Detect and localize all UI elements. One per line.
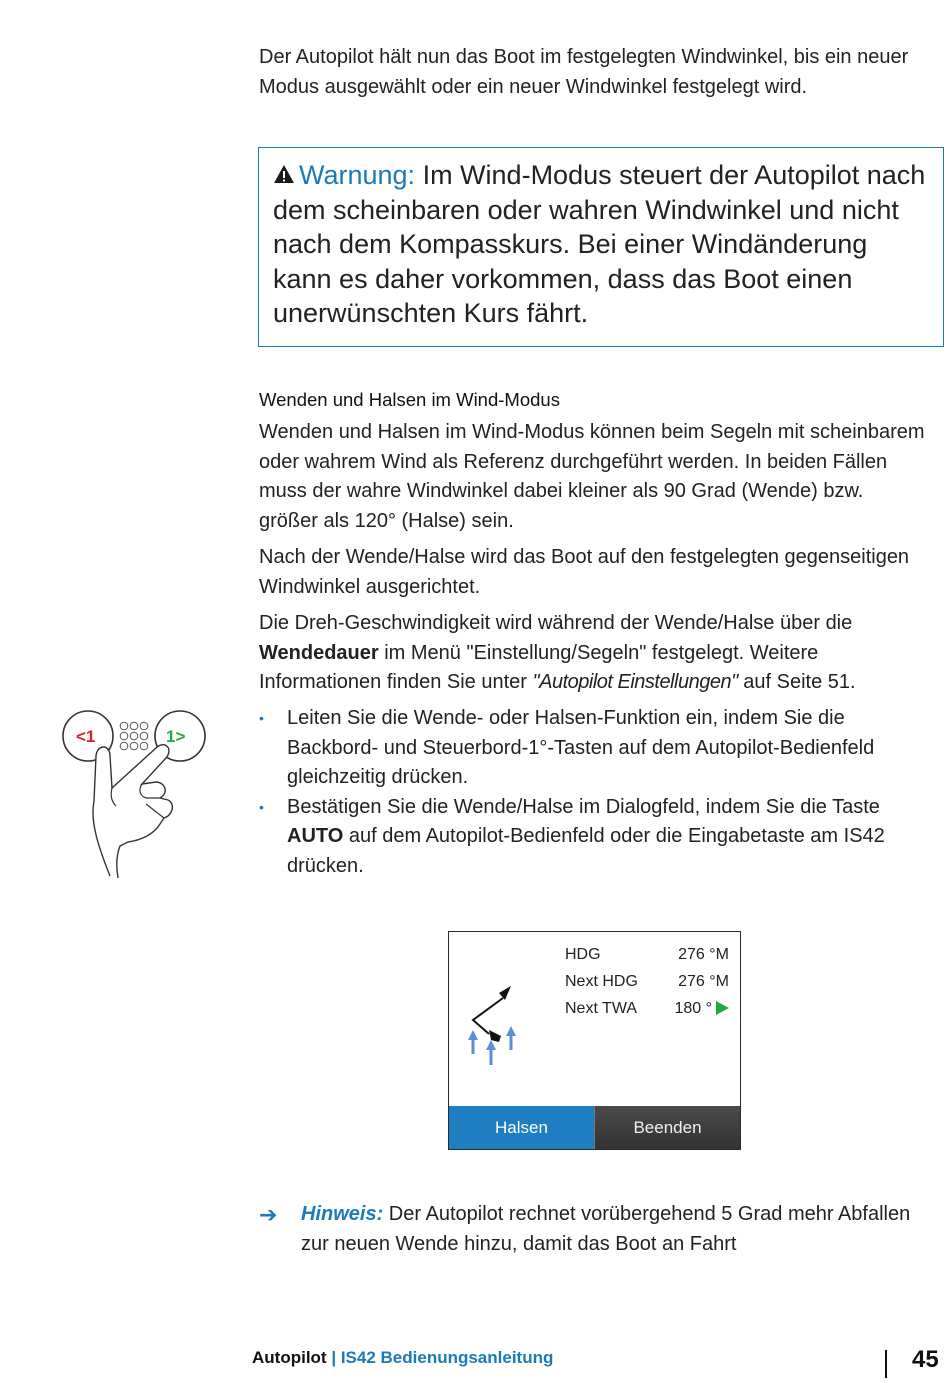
intro-paragraph: Der Autopilot hält nun das Boot im festgelegten Windwinkel, bis ein neuer Modus ausgewählt oder ein neuer Windwinkel festgelegt wird. bbox=[259, 46, 909, 98]
row-label: HDG bbox=[565, 946, 601, 963]
footer-section: Autopilot bbox=[252, 1348, 327, 1367]
bullet-1-text: Leiten Sie die Wende- oder Halsen-Funktion ein, indem Sie die Backbord- und Steuerbord-1°-Tasten auf dem Autopilot-Bedienfeld gleichzeitig drücken. bbox=[287, 707, 875, 788]
section-paragraph-1: Wenden und Halsen im Wind-Modus können beim Segeln mit scheinbarem oder wahrem Wind als Referenz durchgeführt werden. In beiden Fällen muss der wahre Windwinkel dabei kleiner als 90 Grad (Wende) bzw. größer als 120° (Halse) sein. bbox=[259, 421, 925, 532]
note-block bbox=[259, 1200, 927, 1259]
keypad-hand-illustration bbox=[60, 706, 210, 878]
note-label: Hinweis: bbox=[301, 1203, 384, 1225]
warning-label: Warnung: bbox=[299, 160, 416, 190]
heading-info-table bbox=[565, 942, 729, 1023]
list-item: • Bestätigen Sie die Wende/Halse im Dialogfeld, indem Sie die Taste AUTO auf dem Autopilot-Bedienfeld oder die Eingabetaste am IS42 drücken. bbox=[259, 795, 885, 877]
arrow-right-icon: ➔ bbox=[259, 1202, 278, 1227]
dialog-buttons bbox=[449, 1106, 740, 1149]
table-row bbox=[565, 996, 729, 1023]
section-paragraph-3 bbox=[259, 609, 927, 698]
p3-text-c: auf Seite 51. bbox=[737, 671, 856, 693]
bullet-2-text-b: auf dem Autopilot-Bedienfeld oder die Eingabetaste am IS42 drücken. bbox=[287, 825, 885, 877]
section-paragraph-2: Nach der Wende/Halse wird das Boot auf den festgelegten gegenseitigen Windwinkel ausgerichtet. bbox=[259, 546, 910, 598]
note-text: Der Autopilot rechnet vorübergehend 5 Grad mehr Abfallen zur neuen Wende hinzu, damit das Boot an Fahrt bbox=[301, 1203, 911, 1255]
p3-text-b: im Menü "Einstellung/Segeln" festgelegt. Weitere Informationen finden Sie unter bbox=[259, 641, 819, 693]
autopilot-settings-xref[interactable]: "Autopilot Einstellungen" bbox=[532, 671, 738, 693]
table-row bbox=[565, 969, 729, 996]
page-number-divider bbox=[885, 1350, 887, 1378]
table-row bbox=[565, 942, 729, 969]
beenden-button[interactable]: Beenden bbox=[594, 1106, 740, 1149]
footer bbox=[252, 1348, 553, 1368]
starboard-arrow-icon bbox=[716, 1001, 729, 1015]
wendedauer-term: Wendedauer bbox=[259, 641, 379, 664]
page-number: 45 bbox=[912, 1346, 939, 1373]
auto-key-term: AUTO bbox=[287, 825, 344, 847]
warning-text bbox=[273, 158, 933, 331]
list-item: • Leiten Sie die Wende- oder Halsen-Funktion ein, indem Sie die Backbord- und Steuerbord-1°-Tasten auf dem Autopilot-Bedienfeld gleichzeitig drücken. bbox=[259, 707, 875, 788]
row-value bbox=[674, 1000, 729, 1018]
instruction-list bbox=[259, 704, 927, 881]
row-value: 276 °M bbox=[678, 973, 729, 990]
warning-triangle-icon bbox=[273, 163, 295, 185]
halsen-button[interactable]: Halsen bbox=[449, 1106, 594, 1149]
note-body bbox=[301, 1200, 927, 1259]
footer-separator: | bbox=[331, 1348, 337, 1367]
warning-box bbox=[258, 147, 944, 347]
left-key-label: <1 bbox=[76, 727, 96, 746]
bullet-2-text-a: Bestätigen Sie die Wende/Halse im Dialogfeld, indem Sie die Taste bbox=[287, 795, 880, 818]
autopilot-dialog-screenshot bbox=[448, 931, 741, 1150]
section-heading: Wenden und Halsen im Wind-Modus bbox=[259, 389, 560, 410]
right-key-label: 1> bbox=[166, 727, 186, 746]
gybe-diagram-icon bbox=[459, 970, 539, 1065]
row-label: Next TWA bbox=[565, 1000, 638, 1017]
warning-body: Im Wind-Modus steuert der Autopilot nach dem scheinbaren oder wahren Windwinkel und nicht nach dem Kompasskurs. Bei einer Windänderung kann es daher vorkommen, dass das Boot einen unerwünschten Kurs fährt. bbox=[273, 160, 926, 328]
footer-manual-title: IS42 Bedienungsanleitung bbox=[340, 1348, 554, 1367]
row-label: Next HDG bbox=[565, 973, 638, 990]
next-twa-value: 180 ° bbox=[674, 1000, 712, 1017]
p3-text-a: Die Dreh-Geschwindigkeit wird während der Wende/Halse über die bbox=[259, 612, 853, 634]
row-value: 276 °M bbox=[678, 946, 729, 963]
